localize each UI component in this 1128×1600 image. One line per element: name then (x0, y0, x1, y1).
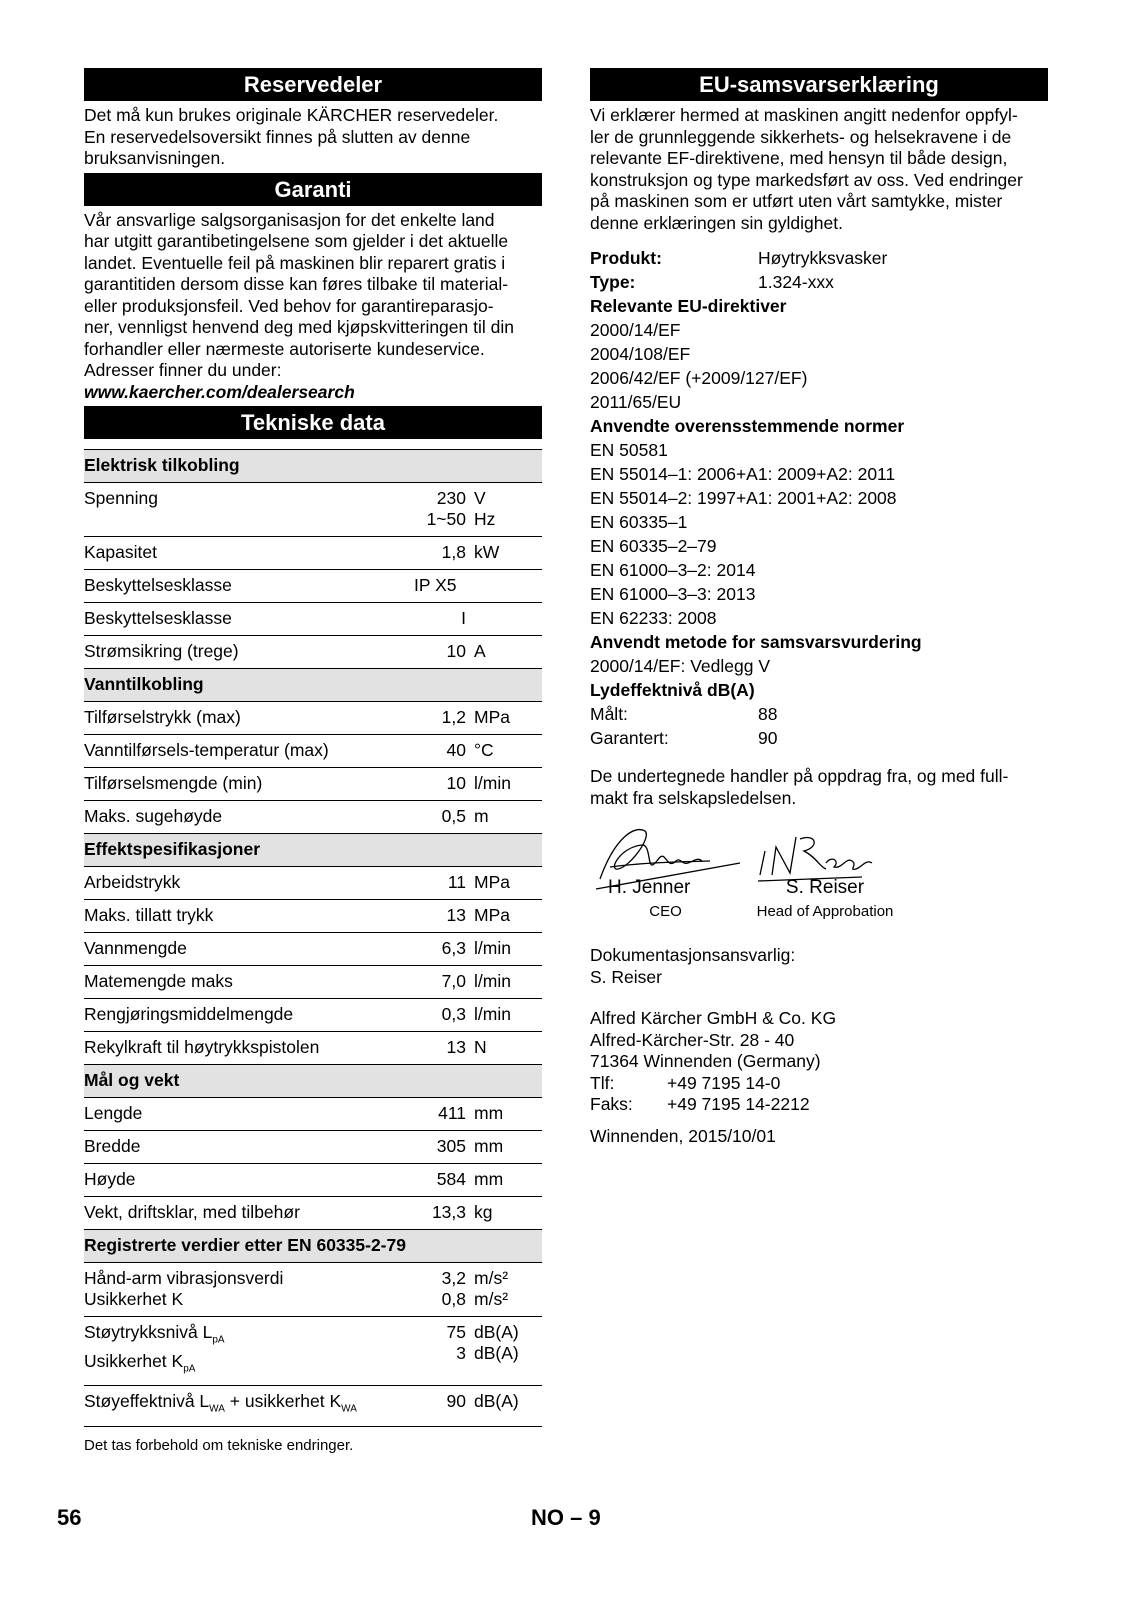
table-row: Kapasitet 1,8 kW (84, 537, 542, 570)
table-row: Maks. sugehøyde 0,5 m (84, 801, 542, 834)
signatory-2-title: Head of Approbation (756, 903, 894, 920)
warranty-heading: Garanti (84, 173, 542, 206)
table-row: Bredde 305 mm (84, 1131, 542, 1164)
page-code: NO – 9 (531, 1505, 601, 1530)
signatory-1-name: H. Jenner (608, 877, 691, 898)
table-row: Høyde 584 mm (84, 1164, 542, 1197)
signature-block (590, 817, 1048, 927)
table-row: Maks. tillatt trykk 13 MPa (84, 900, 542, 933)
left-column (84, 68, 542, 1454)
dealer-search-link[interactable]: www.kaercher.com/dealersearch (84, 381, 355, 402)
company-address: Alfred Kärcher GmbH & Co. KG Alfred-Kärcher-Str. 28 - 40 71364 Winnenden (Germany) Tlf: +49 7195 14-0 Faks: +49 7195 14-2212 (590, 1008, 837, 1114)
eu-text: Vi erklærer hermed at maskinen angitt nedenfor oppfyl- ler de grunnleggende sikkerhets- og helsekravene i de relevante EF-direktivene, med hensyn til både design, konstruksjon og type markedsført av oss. Ved endringer på maskinen som er utført uten vårt samtykke, mister denne erklæringen sin gyldighet. (590, 105, 1023, 233)
product-block: Produkt: Høytrykksvasker Type: 1.324-xxx Relevante EU-direktiver 2000/14/EF 2004/108/EF 2006/42/EF (+2009/127/EF) 2011/65/EU Anvendte overensstemmende normer EN 50581 EN 55014–1: 2006+A1: 2009+A2: 2011 EN 55014–2: 1997+A1: 2001+A2: 2008 EN 60335–1 EN 60335–2–79 EN 61000–3–2: 2014 EN 61000–3–3: 2013 EN 62233: 2008 Anvendt metode for samsvarsvurdering 2000/14/EF: Vedlegg V Lydeffektnivå dB(A) Målt: 88 Garantert: 90 (590, 248, 922, 748)
eu-heading: EU-samsvarserklæring (590, 68, 1048, 101)
section-row: Registrerte verdier etter EN 60335-2-79 (84, 1230, 542, 1263)
table-row: Vanntilførsels-temperatur (max) 40 °C (84, 735, 542, 768)
table-row: Støytrykksnivå $L_{pA}$ Usikkerhet $K_{pA}$ 75 3 dB(A) dB(A) (84, 1317, 542, 1386)
table-row: Arbeidstrykk 11 MPa (84, 867, 542, 900)
table-row: Lengde 411 mm (84, 1098, 542, 1131)
authorization-text: De undertegnede handler på oppdrag fra, og med full- makt fra selskapsledelsen. (590, 766, 1009, 808)
table-row: Vannmengde 6,3 l/min (84, 933, 542, 966)
tech-data-table (84, 449, 542, 1427)
signatory-1-title: CEO (649, 903, 682, 920)
warranty-text: Vår ansvarlige salgsorganisasjon for det enkelte land har utgitt garantibetingelsene som gjelder i det aktuelle landet. Eventuelle feil på maskinen blir reparert gratis i garantitiden dersom disse kan føres tilbake til material- eller produksjonsfeil. Ved behov for garantireparasjo- ner, vennligst henvend deg med kjøpskvitteringen til din forhandler eller nærmeste autoriserte kundeservice. Adresser finner du under: www.kaercher.com/dealersearch (84, 210, 542, 404)
table-row: Rengjøringsmiddelmengde 0,3 l/min (84, 999, 542, 1032)
table-row: Beskyttelsesklasse IP X5 (84, 570, 542, 603)
signature-reiser (758, 837, 872, 881)
table-row: Beskyttelsesklasse I (84, 603, 542, 636)
spares-text: Det må kun brukes originale KÄRCHER reservedeler. En reservedelsoversikt finnes på slutten av denne bruksanvisningen. (84, 105, 499, 168)
tech-data-heading: Tekniske data (84, 406, 542, 439)
table-row: Spenning 230 1~50 V Hz (84, 483, 542, 537)
section-row: Elektrisk tilkobling (84, 450, 542, 483)
spares-heading: Reservedeler (84, 68, 542, 101)
section-row: Effektspesifikasjoner (84, 834, 542, 867)
table-row: Vekt, driftsklar, med tilbehør 13,3 kg (84, 1197, 542, 1230)
table-row: Tilførselstrykk (max) 1,2 MPa (84, 702, 542, 735)
table-row: Strømsikring (trege) 10 A (84, 636, 542, 669)
signatory-2-name: S. Reiser (785, 877, 865, 898)
table-row: Tilførselsmengde (min) 10 l/min (84, 768, 542, 801)
table-row: Rekylkraft til høytrykkspistolen 13 N (84, 1032, 542, 1065)
tech-note: Det tas forbehold om tekniske endringer. (84, 1436, 354, 1454)
doc-responsible: Dokumentasjonsansvarlig: S. Reiser (590, 945, 796, 987)
table-row: Støyeffektnivå $L_{WA}$ + usikkerhet $K_{WA}$ 90 dB(A) (84, 1386, 542, 1427)
table-row: Hånd-arm vibrasjonsverdi Usikkerhet K 3,2 0,8 m/s² m/s² (84, 1263, 542, 1317)
page-number: 56 (57, 1505, 82, 1530)
place-date: Winnenden, 2015/10/01 (590, 1125, 776, 1146)
section-row: Vanntilkobling (84, 669, 542, 702)
table-row: Matemengde maks 7,0 l/min (84, 966, 542, 999)
section-row: Mål og vekt (84, 1065, 542, 1098)
right-column (590, 68, 1048, 1147)
